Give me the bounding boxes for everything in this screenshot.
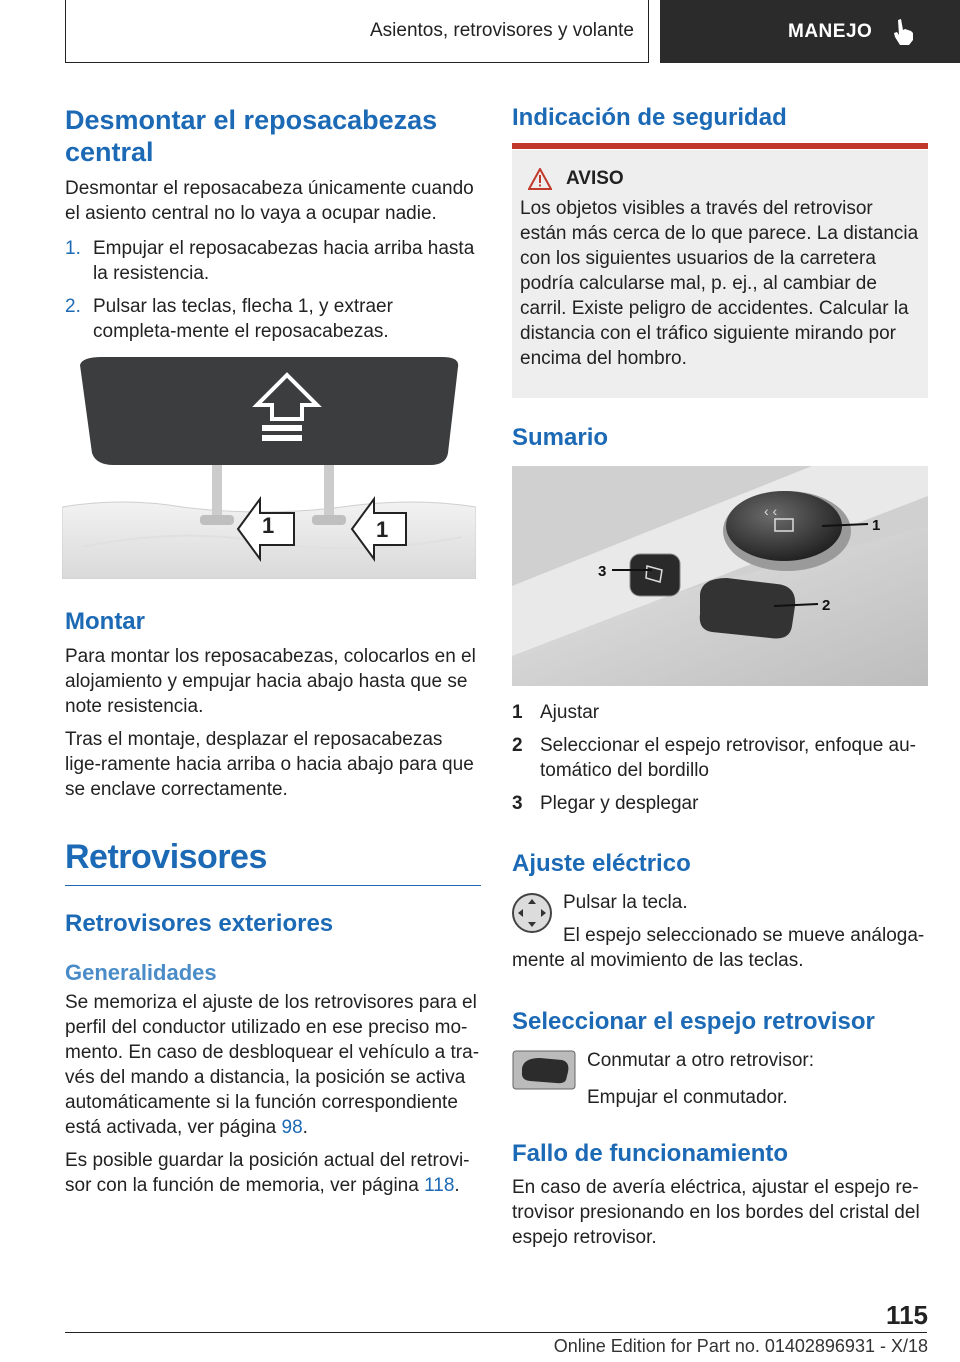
step-text: Empujar el reposacabezas hacia arriba hasta la resistencia. (93, 238, 475, 284)
footer-edition: Online Edition for Part no. 01402896931 - X/18 (553, 1336, 928, 1356)
header-section-tab (65, 0, 649, 63)
warning-label: AVISO (566, 168, 624, 189)
header-chapter-tab (660, 0, 960, 63)
title-rule (65, 885, 481, 886)
general-text-2: Es posible guardar la posición actual del retrovi-sor con la función de memoria, ver página 118. (65, 1150, 470, 1196)
figure-label-3: 3 (598, 563, 607, 580)
legend-list (512, 700, 928, 816)
mount-section (65, 608, 481, 802)
legend-number: 1 (512, 702, 523, 723)
hand-pointer-icon (892, 18, 918, 46)
figure-label-1: 1 (872, 517, 881, 534)
step-number: 1. (65, 238, 81, 259)
select-text-1: Conmutar a otro retrovisor: (587, 1050, 815, 1071)
figure-label-1b: 1 (376, 517, 389, 542)
list-item (512, 791, 928, 816)
exterior-mirrors-title: Retrovisores exteriores (65, 910, 334, 937)
electric-text-1: Pulsar la tecla. (563, 892, 688, 913)
mirror-adjust-button-icon (512, 893, 552, 933)
summary-title: Sumario (512, 424, 609, 451)
electric-text-block (563, 890, 928, 948)
mount-title: Montar (65, 608, 145, 635)
legend-number: 2 (512, 735, 523, 756)
fault-text: En caso de avería eléctrica, ajustar el espejo re-trovisor presionando en los bordes del cristal del espejo retrovisor. (512, 1177, 920, 1248)
footer-rule (65, 1332, 927, 1333)
electric-title: Ajuste eléctrico (512, 850, 691, 877)
list-item (65, 236, 481, 286)
header-section-title: Asientos, retrovisores y volante (369, 20, 634, 41)
step-text: Pulsar las teclas, flecha 1, y extraer completa-mente el reposacabezas. (93, 296, 393, 342)
remove-headrest-title: Desmontar el reposacabezas central (65, 105, 438, 167)
warning-box (512, 150, 928, 398)
page-link-118[interactable]: 118 (424, 1175, 455, 1196)
figure-label-2: 2 (822, 597, 831, 614)
list-item (65, 294, 481, 344)
general-text-1: Se memoriza el ajuste de los retrovisores para el perfil del conductor utilizado en ese preciso mo-mento. En caso de desbloquear el vehículo a tra-vés del mando a distancia, la posición se activa automáticamente si la función correspondiente está activada, ver página 98. (65, 992, 480, 1138)
electric-text-2-start: El espejo seleccionado se mueve análoga- (563, 925, 925, 946)
select-text-2: Empujar el conmutador. (587, 1087, 788, 1108)
mirrors-chapter (65, 838, 481, 1198)
fault-title: Fallo de funcionamiento (512, 1140, 789, 1167)
legend-text: Ajustar (540, 702, 600, 723)
mirror-controls-figure (512, 466, 928, 686)
header-chapter-title: MANEJO (788, 20, 873, 42)
remove-headrest-text: Desmontar el reposacabeza únicamente cuando el asiento central no lo vaya a ocupar nadie. (65, 178, 474, 224)
mount-text-2: Tras el montaje, desplazar el reposacabezas lige-ramente hacia arriba o hacia abajo para que se enclave correctamente. (65, 729, 474, 800)
select-text-block (587, 1048, 928, 1110)
legend-number: 3 (512, 793, 523, 814)
remove-steps-list (65, 236, 481, 344)
summary-legend (512, 700, 928, 824)
warning-triangle-icon (528, 168, 552, 190)
figure-label-1: 1 (262, 513, 275, 538)
headrest-figure (62, 357, 476, 579)
legend-text: Plegar y desplegar (540, 793, 699, 814)
general-title: Generalidades (65, 960, 217, 985)
electric-text-2-end: mente al movimiento de las teclas. (512, 950, 804, 971)
warning-bar (512, 143, 928, 149)
svg-text:‹ ‹: ‹ ‹ (764, 503, 778, 519)
page-number: 115 (886, 1300, 928, 1330)
mirrors-title: Retrovisores (65, 838, 267, 876)
step-number: 2. (65, 296, 81, 317)
legend-text: Seleccionar el espejo retrovisor, enfoque au-tomático del bordillo (540, 735, 917, 781)
left-column (65, 104, 481, 352)
mount-text-1: Para montar los reposacabezas, colocarlos en el alojamiento y empujar hacia abajo hasta que se note resistencia. (65, 646, 476, 717)
warning-text: Los objetos visibles a través del retrovisor están más cerca de lo que parece. La distancia con los siguientes usuarios de la carretera podría calcularse mal, p. ej., al cambiar de carril. Existe peligro de accidentes. Calcular la distancia con el tráfico siguiente mirando por encima del hombro. (520, 198, 919, 369)
mirror-switch-icon (512, 1050, 576, 1090)
list-item (512, 700, 928, 725)
page-link-98[interactable]: 98 (281, 1117, 303, 1138)
warning-header (528, 168, 920, 190)
select-mirror-title: Seleccionar el espejo retrovisor (512, 1008, 875, 1035)
list-item (512, 733, 928, 783)
safety-title: Indicación de seguridad (512, 104, 787, 131)
